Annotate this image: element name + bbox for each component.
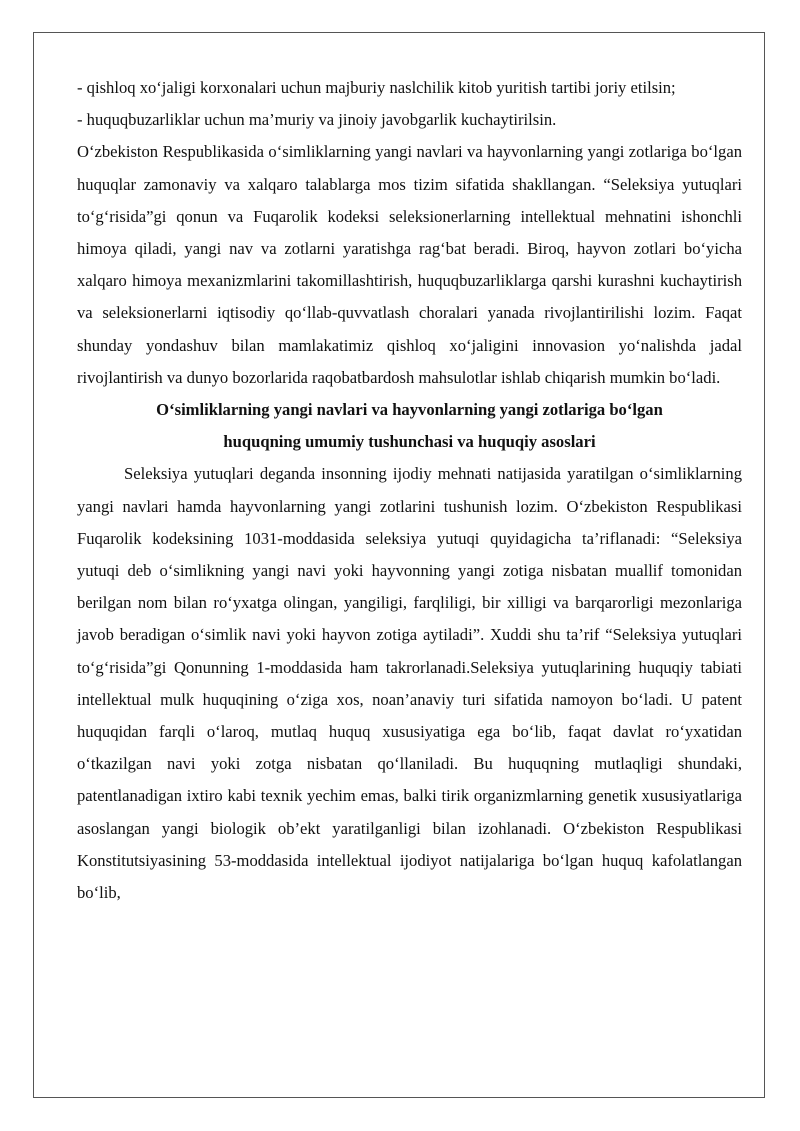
section-heading-line-2: huquqning umumiy tushunchasi va huquqiy asoslari bbox=[223, 432, 596, 452]
section-heading-line-1: O‘simliklarning yangi navlari va hayvonlarning yangi zotlariga bo‘lgan bbox=[156, 400, 663, 420]
document-body bbox=[77, 72, 742, 909]
list-item: - huquqbuzarliklar uchun ma’muriy va jinoiy javobgarlik kuchaytirilsin. bbox=[77, 110, 557, 130]
list-item: - qishloq xo‘jaligi korxonalari uchun majburiy naslchilik kitob yuritish tartibi joriy etilsin; bbox=[77, 78, 676, 97]
body-paragraph: Seleksiya yutuqlari deganda insonning ijodiy mehnati natijasida yaratilgan o‘simliklarning yangi navlari hamda hayvonlarning yangi zotlarini tushunish lozim. O‘zbekiston Respublikasi Fuqarolik kodeksining 1031-moddasida seleksiya yutuqi quyidagicha ta’riflanadi: “Seleksiya yutuqi deb o‘simlikning yangi navi yoki hayvonning yangi zotiga nisbatan muallif tomonidan berilgan nom bilan ro‘yxatga olingan, yangiligi, farqliligi, bir xilligi va barqarorligi mezonlariga javob beradigan o‘simlik navi yoki hayvon zotiga aytiladi”. Xuddi shu ta’rif “Seleksiya yutuqlari to‘g‘risida”gi Qonunning 1-moddasida ham takrorlanadi.Seleksiya yutuqlarining huquqiy tabiati intellektual mulk huquqining o‘ziga xos, noan’anaviy turi sifatida namoyon bo‘ladi. U patent huquqidan farqli o‘laroq, mutlaq huquq xususiyatiga ega bo‘lib, faqat davlat ro‘yxatidan o‘tkazilgan navi yoki zotga nisbatan qo‘llaniladi. Bu huquqning mutlaqligi shundaki, patentlanadigan ixtiro kabi texnik yechim emas, balki tirik organizmlarning genetik xususiyatlariga asoslangan yangi biologik ob’ekt yaratilganligi bilan izohlanadi. O‘zbekiston Respublikasi Konstitutsiyasining 53-moddasida intellektual ijodiyot natijalariga bo‘lgan huquq kafolatlangan bo‘lib, bbox=[77, 464, 742, 903]
body-paragraph: O‘zbekiston Respublikasida o‘simliklarning yangi navlari va hayvonlarning yangi zotlariga bo‘lgan huquqlar zamonaviy va xalqaro talablarga mos tizim sifatida shakllangan. “Seleksiya yutuqlari to‘g‘risida”gi qonun va Fuqarolik kodeksi seleksionerlarning intellektual mehnatini ishonchli himoya qiladi, yangi nav va zotlarni yaratishga rag‘bat beradi. Biroq, hayvon zotlari bo‘yicha xalqaro himoya mexanizmlarini takomillashtirish, huquqbuzarliklarga qarshi kurashni kuchaytirish va seleksionerlarni iqtisodiy qo‘llab-quvvatlash choralari yanada rivojlantirilishi lozim. Faqat shunday yondashuv bilan mamlakatimiz qishloq xo‘jaligini innovasion yo‘nalishda jadal rivojlantirish va dunyo bozorlarida raqobatbardosh mahsulotlar ishlab chiqarish mumkin bo‘ladi. bbox=[77, 142, 742, 387]
